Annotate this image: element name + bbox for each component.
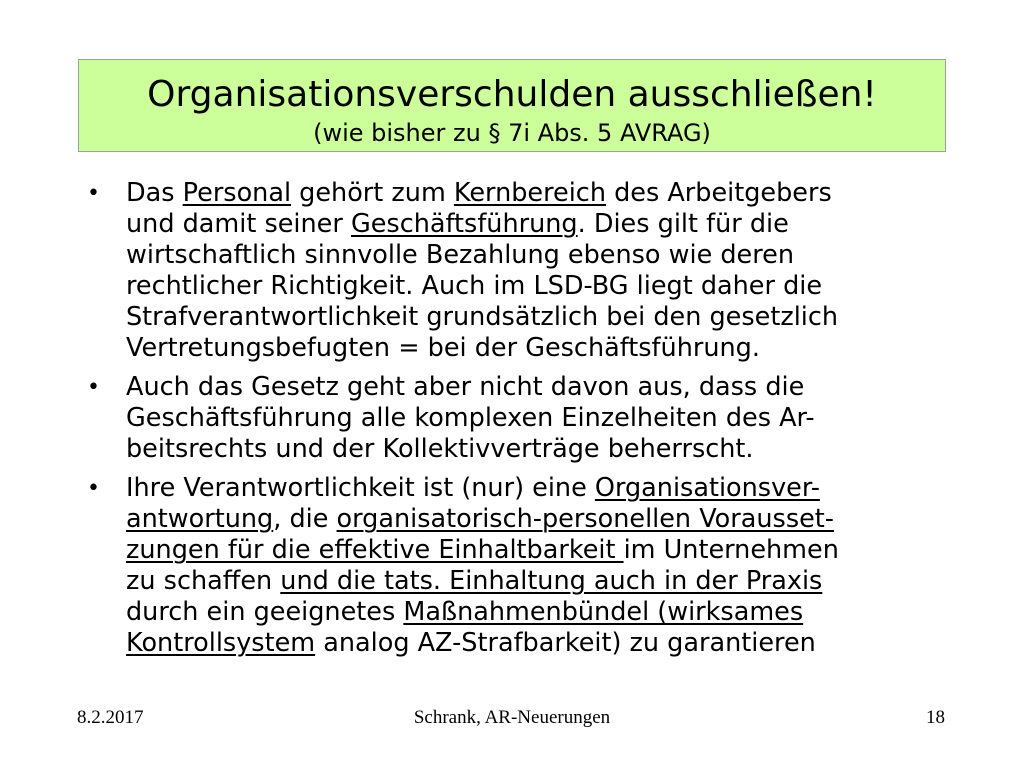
bullet-text-line [126, 566, 936, 597]
bullet-text-line [126, 271, 936, 302]
bullet-text-line [126, 333, 936, 364]
underlined-term: zungen für die effektive Einhaltbarkeit [126, 535, 624, 565]
bullet-item [86, 372, 936, 465]
bullet-dot-icon: • [87, 181, 100, 206]
text-run: gehört zum [291, 178, 454, 208]
underlined-term: organisatorisch-personellen Vorausset- [336, 504, 834, 534]
footer-page-number: 18 [926, 707, 945, 728]
underlined-term: antwortung [126, 504, 274, 534]
bullet-text-line [126, 372, 936, 403]
text-run: rechtlicher Richtigkeit. Auch im LSD-BG liegt daher die [126, 271, 823, 301]
text-run: und damit seiner [126, 209, 351, 239]
underlined-term: Organisationsver- [594, 473, 820, 503]
text-run: Strafverantwortlichkeit grundsätzlich bei den gesetzlich [126, 302, 839, 332]
text-run: Das [126, 178, 183, 208]
text-run: . Dies gilt für die [577, 209, 789, 239]
underlined-term: Kernbereich [453, 178, 606, 208]
text-run: analog AZ-Strafbarkeit) zu garantieren [315, 628, 816, 658]
text-run: zu schaffen [126, 566, 281, 596]
bullet-text-line [126, 628, 936, 659]
bullet-dot-icon: • [87, 476, 100, 501]
bullet-item [86, 178, 936, 364]
text-run: Ihre Verantwortlichkeit ist (nur) eine [126, 473, 595, 503]
text-run: wirtschaftlich sinnvolle Bezahlung ebenso wie deren [126, 240, 795, 270]
text-run: Geschäftsführung alle komplexen Einzelheiten des Ar- [126, 403, 815, 433]
text-run: des Arbeitgebers [605, 178, 832, 208]
bullet-list [86, 178, 936, 667]
bullet-text-line [126, 434, 936, 465]
underlined-term: Geschäftsführung [350, 209, 578, 239]
bullet-dot-icon: • [87, 375, 100, 400]
text-run: Auch das Gesetz geht aber nicht davon aus, dass die [126, 372, 805, 402]
slide-subtitle: (wie bisher zu § 7i Abs. 5 AVRAG) [313, 119, 711, 147]
bullet-text-line [126, 302, 936, 333]
footer-author-title: Schrank, AR-Neuerungen [413, 707, 611, 728]
bullet-text-line [126, 597, 936, 628]
text-run: im Unternehmen [623, 535, 839, 565]
text-run: beitsrechts und der Kollektivverträge beherrscht. [126, 434, 754, 464]
bullet-text-line [126, 535, 936, 566]
slide-title: Organisationsverschulden ausschließen! [147, 74, 877, 115]
text-run: durch ein geeignetes [126, 597, 404, 627]
bullet-text-line [126, 209, 936, 240]
text-run: Vertretungsbefugten = bei der Geschäftsführung. [126, 333, 760, 363]
underlined-term: Maßnahmenbündel (wirksames [403, 597, 804, 627]
underlined-term: Kontrollsystem [126, 628, 316, 658]
bullet-text-line [126, 504, 936, 535]
bullet-text-line [126, 403, 936, 434]
underlined-term: Personal [182, 178, 292, 208]
underlined-term: und die tats. Einhaltung auch in der Praxis [280, 566, 823, 596]
slide-title-box [78, 59, 946, 152]
bullet-item [86, 473, 936, 659]
bullet-text-line [126, 240, 936, 271]
footer-date: 8.2.2017 [77, 707, 144, 728]
bullet-text-line [126, 178, 936, 209]
bullet-text-line [126, 473, 936, 504]
text-run: , die [273, 504, 337, 534]
